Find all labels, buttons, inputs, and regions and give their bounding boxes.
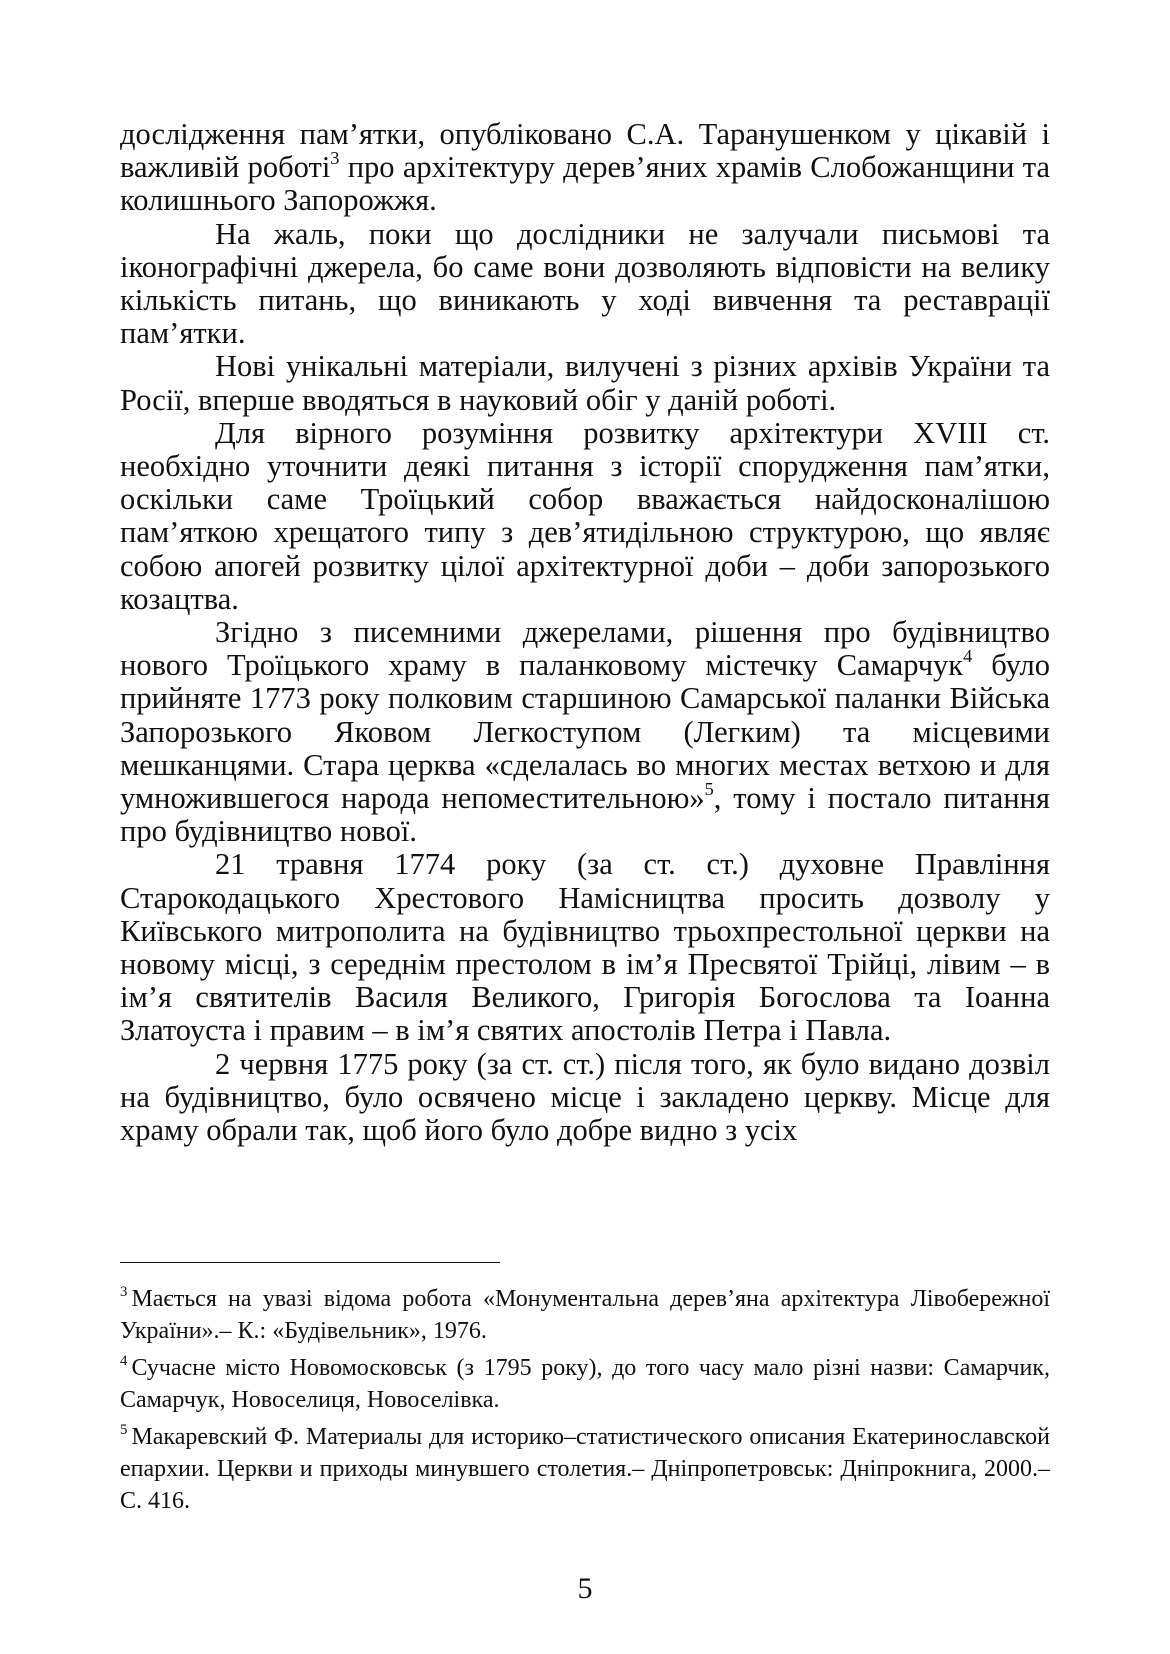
footnote-separator — [120, 1262, 500, 1263]
paragraph-2 — [120, 218, 1050, 351]
footnote-number: 3 — [120, 1284, 128, 1301]
paragraph-6 — [120, 848, 1050, 1047]
footnote-ref-5: 5 — [704, 779, 714, 800]
paragraph-5 — [120, 616, 1050, 848]
paragraph-3 — [120, 350, 1050, 416]
paragraph-text: Згідно з писемними джерелами, рішення про будівництво нового Троїцького храму в паланковому містечку Самарчук — [120, 615, 1050, 683]
footnote-text: Мається на увазі відома робота «Монументальна дерев’яна архітектура Лівобережної України».– К.: «Будівельник», 1976. — [120, 1286, 1050, 1344]
paragraph-7 — [120, 1048, 1050, 1148]
footnote-5 — [120, 1421, 1050, 1517]
paragraph-text: На жаль, поки що дослідники не залучали письмові та іконографічні джерела, бо саме вони дозволяють відповісти на велику кількість питань, що виникають у ході вивчення та реставрації пам’ятки. — [120, 216, 1050, 351]
paragraph-text: 21 травня 1774 року (за ст. ст.) духовне Правління Старокодацького Хрестового Намісництва просить дозволу у Київського митрополита на будівництво трьохпрестольної церкви на новому місці, з середнім престолом в ім’я Пресвятої Трійці, лівим – в ім’я святителів Василя Великого, Григорія Богослова та Іоанна Златоуста і правим – в ім’я святих апостолів Петра і Павла. — [120, 847, 1050, 1048]
paragraph-text: дослідження пам’ятки, опубліковано С.А. Таранушенком у цікавій і важливій роботі — [120, 117, 1050, 185]
paragraph-text: про архітектуру дерев’яних храмів Слобожанщини та колишнього Запорожжя. — [120, 150, 1050, 218]
footnote-text: Сучасне місто Новомосковськ (з 1795 року), до того часу мало різні назви: Самарчик, Самарчук, Новоселиця, Новоселівка. — [120, 1355, 1050, 1413]
footnote-3 — [120, 1283, 1050, 1347]
page-number: 5 — [577, 1572, 593, 1605]
footnote-text: Макаревский Ф. Материалы для историко–статистического описания Екатеринославской епархии. Церкви и приходы минувшего столетия.– Дніпропетровськ: Дніпрокнига, 2000.– С. 416. — [120, 1424, 1050, 1514]
body-text — [120, 118, 1050, 1147]
footnote-number: 5 — [120, 1422, 128, 1439]
paragraph-text: Нові унікальні матеріали, вилучені з різних архівів України та Росії, вперше вводяться в науковий обіг у даній роботі. — [120, 349, 1050, 417]
paragraph-text: 2 червня 1775 року (за ст. ст.) після того, як було видано дозвіл на будівництво, було освячено місце і закладено церкву. Місце для храму обрали так, щоб його було добре видно з усіх — [120, 1046, 1050, 1148]
paragraph-text: , тому і постало питання про будівництво нової. — [120, 781, 1050, 849]
paragraph-text: було прийняте 1773 року полковим старшиною Самарської паланки Війська Запорозького Яковом Легкоступом (Легким) та місцевими мешканцями. Стара церква «сделалась во многих местах ветхою и для умножившегося народа непоместительною» — [120, 648, 1050, 816]
footnotes — [120, 1283, 1050, 1522]
paragraph-4 — [120, 417, 1050, 616]
paragraph-text: Для вірного розуміння розвитку архітектури XVIII ст. необхідно уточнити деякі питання з історії спорудження пам’ятки, оскільки саме Троїцький собор вважається найдосконалішою пам’яткою хрещатого типу з дев’ятидільною структурою, що являє собою апогей розвитку цілої архітектурної доби – доби запорозького козацтва. — [120, 415, 1050, 616]
footnote-number: 4 — [120, 1353, 128, 1370]
footnote-ref-4: 4 — [963, 646, 973, 667]
footnote-4 — [120, 1352, 1050, 1416]
paragraph-1 — [120, 118, 1050, 218]
footnote-ref-3: 3 — [330, 148, 340, 169]
